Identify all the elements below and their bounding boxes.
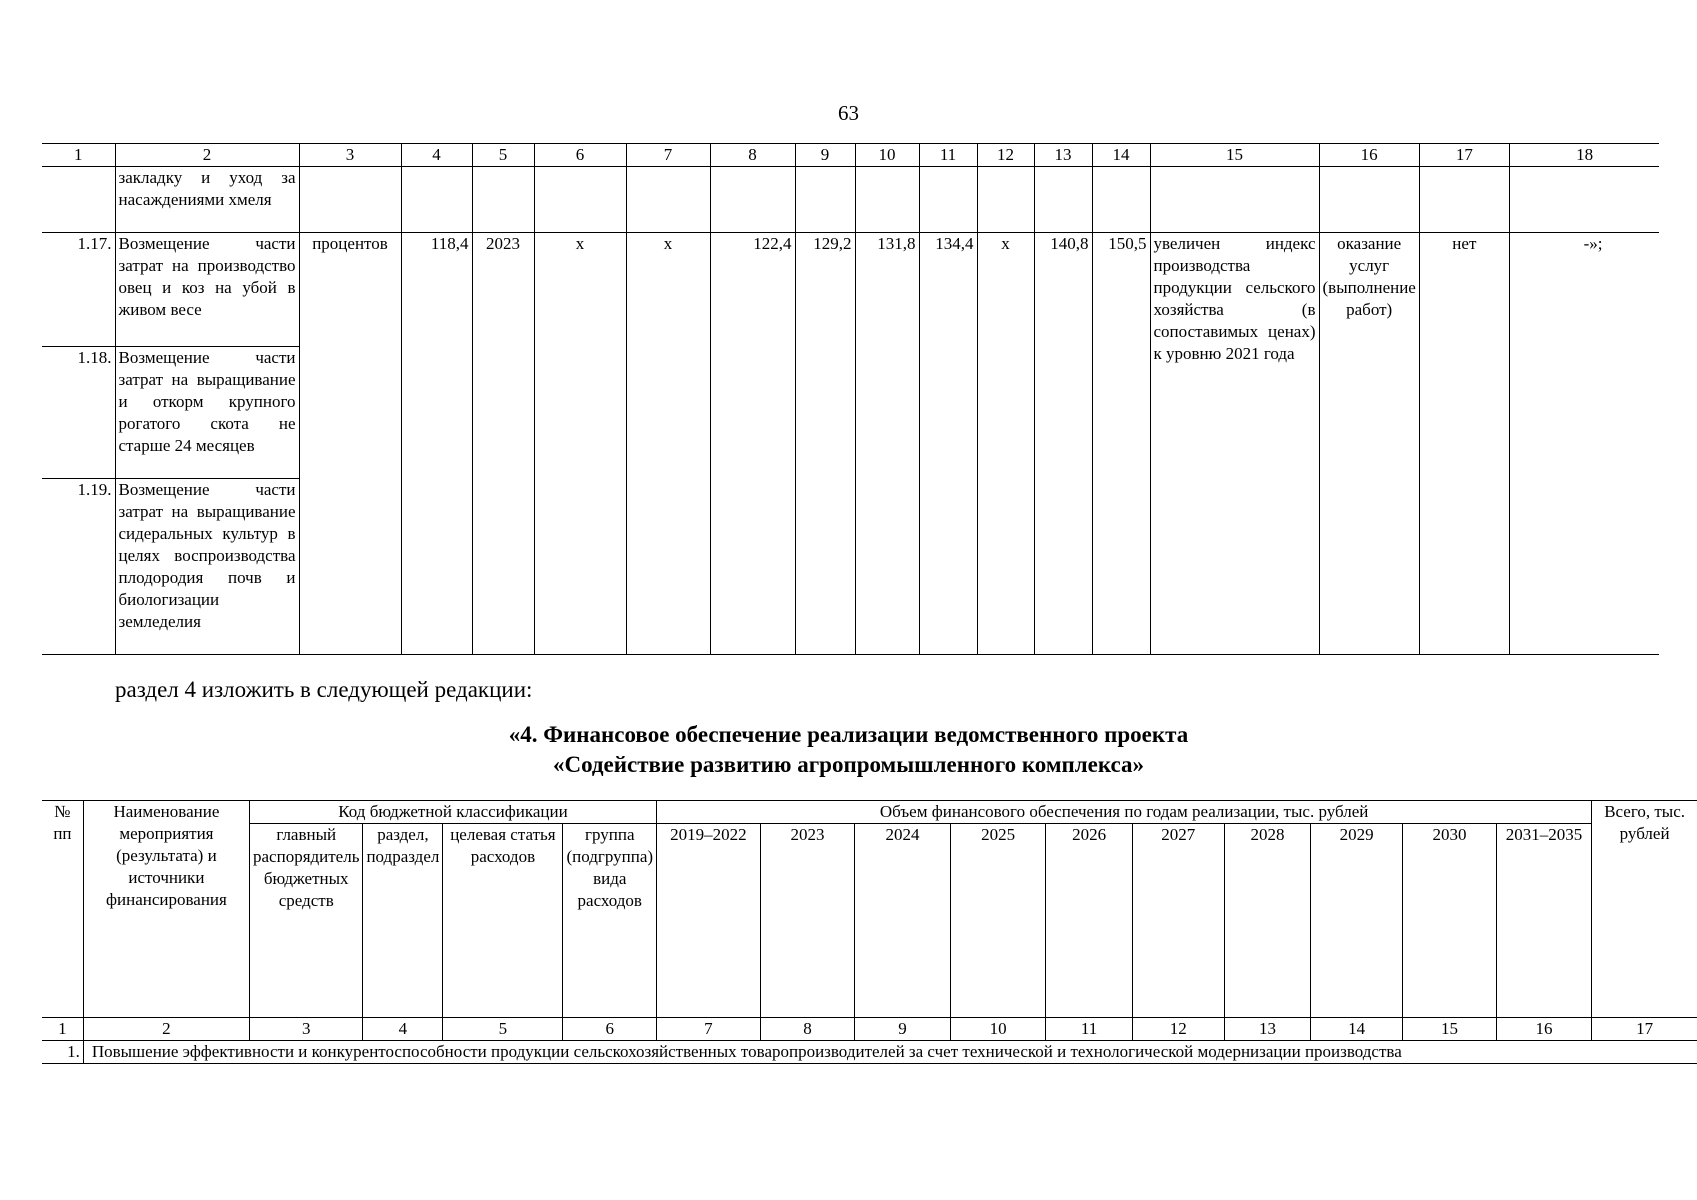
col-num: 5 xyxy=(472,144,534,167)
col-num: 11 xyxy=(1046,1018,1132,1041)
header-year: 2025 xyxy=(950,824,1046,1018)
col-num: 17 xyxy=(1592,1018,1697,1041)
header-year: 2030 xyxy=(1403,824,1497,1018)
row-number: 1.18. xyxy=(42,347,115,479)
header-num: № пп xyxy=(42,801,83,1018)
col-num: 10 xyxy=(855,144,919,167)
col-num: 13 xyxy=(1224,1018,1310,1041)
empty-cell xyxy=(1419,167,1509,233)
col-num: 12 xyxy=(1132,1018,1224,1041)
col-num: 16 xyxy=(1496,1018,1591,1041)
result-cell: увеличен индекс производства продукции сельского хозяйства (в сопоставимых ценах) к уровню 2021 года xyxy=(1150,233,1319,655)
row-number: 1.19. xyxy=(42,479,115,655)
col-num: 1 xyxy=(42,144,115,167)
col-num: 6 xyxy=(563,1018,657,1041)
empty-cell xyxy=(977,167,1034,233)
section-title-line2: «Содействие развитию агропромышленного комплекса» xyxy=(552,752,1145,777)
col-num: 4 xyxy=(363,1018,443,1041)
empty-cell xyxy=(472,167,534,233)
column-number-row xyxy=(42,144,1659,167)
row-name: Возмещение части затрат на производство овец и коз на убой в живом весе xyxy=(115,233,299,347)
value-cell: 129,2 xyxy=(795,233,855,655)
header-code-sub: главный распорядитель бюджетных средств xyxy=(250,824,363,1018)
col-num: 8 xyxy=(760,1018,855,1041)
value-cell: 122,4 xyxy=(710,233,795,655)
col-num: 5 xyxy=(443,1018,563,1041)
col-num: 3 xyxy=(250,1018,363,1041)
header-year: 2027 xyxy=(1132,824,1224,1018)
empty-cell xyxy=(299,167,401,233)
row-number: 1.17. xyxy=(42,233,115,347)
row-name: закладку и уход за насаждениями хмеля xyxy=(115,167,299,233)
empty-cell xyxy=(1092,167,1150,233)
empty-cell xyxy=(626,167,710,233)
table-row xyxy=(42,167,1659,233)
header-year: 2023 xyxy=(760,824,855,1018)
value-cell: 150,5 xyxy=(1092,233,1150,655)
empty-cell xyxy=(42,167,115,233)
col-num: 4 xyxy=(401,144,472,167)
header-code-sub: раздел, подраздел xyxy=(363,824,443,1018)
col-num: 10 xyxy=(950,1018,1046,1041)
header-row xyxy=(42,801,1697,824)
header-year: 2029 xyxy=(1311,824,1403,1018)
col-num: 7 xyxy=(626,144,710,167)
col-num: 3 xyxy=(299,144,401,167)
base-value: 118,4 xyxy=(401,233,472,655)
col-num: 9 xyxy=(855,1018,951,1041)
empty-cell xyxy=(1150,167,1319,233)
section-title: «4. Финансовое обеспечение реализации ведомственного проекта xyxy=(508,722,1189,747)
empty-cell xyxy=(919,167,977,233)
header-year: 2031–2035 xyxy=(1496,824,1591,1018)
col-num: 8 xyxy=(710,144,795,167)
header-volume: Объем финансового обеспечения по годам реализации, тыс. рублей xyxy=(657,801,1592,824)
col-num: 11 xyxy=(919,144,977,167)
header-year: 2019–2022 xyxy=(657,824,761,1018)
type-cell: оказание услуг (выполнение работ) xyxy=(1319,233,1419,655)
unit-cell: процентов xyxy=(299,233,401,655)
value-cell: х xyxy=(534,233,626,655)
header-code-sub: группа (подгруппа) вида расходов xyxy=(563,824,657,1018)
row-name: Возмещение части затрат на выращивание сидеральных культур в целях воспроизводства плодородия почв и биологизации земледелия xyxy=(115,479,299,655)
value-cell: х xyxy=(626,233,710,655)
col-num: 16 xyxy=(1319,144,1419,167)
note-cell: -»; xyxy=(1509,233,1659,655)
flag-cell: нет xyxy=(1419,233,1509,655)
header-name: Наименование мероприятия (результата) и источники финансирования xyxy=(83,801,249,1018)
base-year: 2023 xyxy=(472,233,534,655)
column-number-row xyxy=(42,1018,1697,1041)
col-num: 12 xyxy=(977,144,1034,167)
header-code-sub: целевая статья расходов xyxy=(443,824,563,1018)
empty-cell xyxy=(1319,167,1419,233)
col-num: 14 xyxy=(1311,1018,1403,1041)
col-num: 9 xyxy=(795,144,855,167)
header-year: 2024 xyxy=(855,824,951,1018)
col-num: 2 xyxy=(83,1018,249,1041)
value-cell: 140,8 xyxy=(1034,233,1092,655)
header-row xyxy=(42,824,1697,1018)
empty-cell xyxy=(855,167,919,233)
row-name: Возмещение части затрат на выращивание и откорм крупного рогатого скота не старше 24 месяцев xyxy=(115,347,299,479)
instruction-text: раздел 4 изложить в следующей редакции: xyxy=(115,677,533,702)
col-num: 15 xyxy=(1150,144,1319,167)
col-num: 17 xyxy=(1419,144,1509,167)
col-num: 1 xyxy=(42,1018,83,1041)
row-task-text: Повышение эффективности и конкурентоспособности продукции сельскохозяйственных товаропроизводителей за счет технической и технологической модернизации производства xyxy=(83,1041,1697,1064)
col-num: 15 xyxy=(1403,1018,1497,1041)
value-cell: 134,4 xyxy=(919,233,977,655)
col-num: 14 xyxy=(1092,144,1150,167)
col-num: 7 xyxy=(657,1018,761,1041)
empty-cell xyxy=(534,167,626,233)
row-number: 1. xyxy=(42,1041,83,1064)
empty-cell xyxy=(795,167,855,233)
empty-cell xyxy=(1034,167,1092,233)
empty-cell xyxy=(1509,167,1659,233)
financing-table xyxy=(42,800,1697,1064)
col-num: 2 xyxy=(115,144,299,167)
col-num: 6 xyxy=(534,144,626,167)
col-num: 13 xyxy=(1034,144,1092,167)
indicators-table xyxy=(42,143,1659,655)
header-year: 2028 xyxy=(1224,824,1310,1018)
header-total: Всего, тыс. рублей xyxy=(1592,801,1697,1018)
table-row xyxy=(42,1041,1697,1064)
value-cell: х xyxy=(977,233,1034,655)
header-year: 2026 xyxy=(1046,824,1132,1018)
empty-cell xyxy=(710,167,795,233)
header-code: Код бюджетной классификации xyxy=(250,801,657,824)
page-number: 63 xyxy=(838,101,859,125)
col-num: 18 xyxy=(1509,144,1659,167)
empty-cell xyxy=(401,167,472,233)
value-cell: 131,8 xyxy=(855,233,919,655)
table-row xyxy=(42,233,1659,347)
